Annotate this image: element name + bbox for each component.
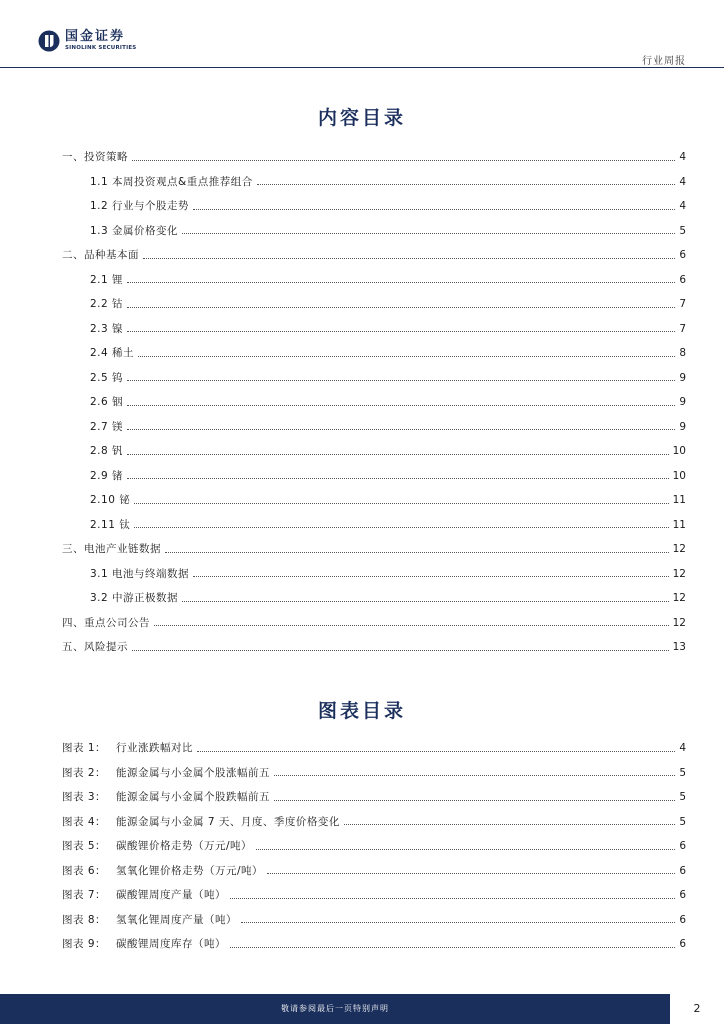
- toc-entry[interactable]: [62, 194, 686, 219]
- figure-entry[interactable]: [62, 810, 686, 835]
- toc-entry-page: 12: [672, 543, 686, 555]
- toc-entry-page: 12: [672, 616, 686, 629]
- toc-entry-label: 1.1 本周投资观点&重点推荐组合: [90, 175, 253, 188]
- figure-label: 碳酸锂周度库存（吨）: [116, 938, 226, 950]
- logo-chinese-text: 国金证券: [65, 29, 126, 44]
- figure-number: 图表 1：: [62, 742, 107, 754]
- toc-entry[interactable]: [62, 170, 686, 195]
- figure-page: 6: [679, 913, 686, 926]
- dot-leader: [127, 307, 675, 308]
- figure-label: 碳酸锂价格走势（万元/吨）: [116, 840, 253, 852]
- figure-label: 能源金属与小金属 7 天、月度、季度价格变化: [116, 815, 340, 828]
- toc-entry-page: 9: [679, 420, 686, 433]
- toc-entry-page: 8: [679, 347, 686, 359]
- toc-entry-label: 3.2 中游正极数据: [90, 592, 179, 604]
- figure-number: 图表 6：: [62, 864, 107, 877]
- list-of-figures: [62, 736, 686, 957]
- figure-entry[interactable]: [62, 932, 686, 957]
- toc-entry-page: 7: [679, 322, 686, 335]
- dot-leader: [127, 454, 669, 455]
- toc-entry-label: 四、重点公司公告: [62, 616, 150, 629]
- toc-entry-page: 11: [672, 518, 686, 531]
- toc-entry-page: 4: [679, 151, 686, 163]
- dot-leader: [138, 356, 675, 357]
- dot-leader: [132, 160, 675, 161]
- logo-english-text: SINOLINK SECURITIES: [65, 45, 137, 51]
- dot-leader: [267, 873, 675, 874]
- figure-entry[interactable]: [62, 859, 686, 884]
- table-of-contents: [62, 145, 686, 660]
- sinolink-logo-icon: [38, 30, 60, 52]
- figure-label: 行业涨跌幅对比: [116, 742, 193, 754]
- toc-entry[interactable]: [62, 341, 686, 366]
- toc-entry[interactable]: [62, 488, 686, 513]
- figure-label: 氢氧化锂周度产量（吨）: [116, 913, 237, 926]
- dot-leader: [127, 331, 675, 332]
- toc-entry-page: 13: [672, 641, 686, 653]
- toc-entry-label: 2.8 钒: [90, 445, 124, 457]
- toc-entry-label: 2.7 镁: [90, 420, 124, 433]
- dot-leader: [257, 184, 676, 185]
- toc-entry-page: 6: [679, 249, 686, 261]
- dot-leader: [132, 650, 669, 651]
- toc-entry-label: 2.2 钴: [90, 298, 124, 310]
- figure-number: 图表 5：: [62, 840, 107, 852]
- toc-entry-label: 2.6 铟: [90, 396, 124, 408]
- figure-page: 5: [679, 766, 686, 779]
- toc-entry[interactable]: [62, 537, 686, 562]
- figure-number: 图表 2：: [62, 766, 107, 779]
- dot-leader: [127, 405, 675, 406]
- page-header: [0, 0, 724, 70]
- figures-title: 图表目录: [317, 700, 406, 722]
- figure-page: 4: [679, 742, 686, 754]
- toc-entry-page: 11: [672, 494, 686, 506]
- dot-leader: [274, 800, 675, 801]
- dot-leader: [182, 233, 675, 234]
- toc-entry[interactable]: [62, 292, 686, 317]
- report-type-label: 行业周报: [642, 56, 686, 67]
- toc-entry-label: 一、投资策略: [62, 151, 128, 163]
- dot-leader: [230, 898, 675, 899]
- page-number: 2: [693, 1002, 701, 1015]
- toc-entry-label: 2.4 稀土: [90, 347, 135, 359]
- toc-entry-label: 三、电池产业链数据: [62, 543, 161, 555]
- toc-entry-page: 12: [672, 567, 686, 580]
- dot-leader: [127, 282, 675, 283]
- dot-leader: [154, 625, 669, 626]
- toc-entry[interactable]: [62, 439, 686, 464]
- toc-entry[interactable]: [62, 366, 686, 391]
- toc-entry[interactable]: [62, 415, 686, 440]
- dot-leader: [143, 258, 675, 259]
- figure-number: 图表 4：: [62, 815, 107, 828]
- dot-leader: [134, 527, 668, 528]
- toc-entry-label: 2.5 钨: [90, 371, 124, 384]
- toc-entry-page: 4: [679, 175, 686, 188]
- dot-leader: [193, 576, 669, 577]
- dot-leader: [193, 209, 675, 210]
- dot-leader: [134, 503, 668, 504]
- dot-leader: [182, 601, 669, 602]
- toc-entry[interactable]: [62, 268, 686, 293]
- toc-entry[interactable]: [62, 635, 686, 660]
- toc-entry-label: 五、风险提示: [62, 641, 128, 653]
- toc-entry[interactable]: [62, 390, 686, 415]
- figure-number: 图表 9：: [62, 938, 107, 950]
- toc-entry-page: 10: [672, 469, 686, 482]
- toc-entry[interactable]: [62, 243, 686, 268]
- toc-entry-page: 12: [672, 592, 686, 604]
- toc-entry-label: 2.3 镍: [90, 322, 124, 335]
- figure-page: 5: [679, 791, 686, 803]
- figure-number: 图表 8：: [62, 913, 107, 926]
- dot-leader: [256, 849, 675, 850]
- header-divider: [0, 67, 724, 68]
- figure-entry[interactable]: [62, 834, 686, 859]
- figure-label: 能源金属与小金属个股跌幅前五: [116, 791, 270, 803]
- dot-leader: [344, 824, 675, 825]
- dot-leader: [127, 478, 669, 479]
- dot-leader: [127, 380, 675, 381]
- figure-page: 6: [679, 938, 686, 950]
- figure-page: 6: [679, 840, 686, 852]
- toc-entry[interactable]: [62, 611, 686, 636]
- toc-entry-label: 1.3 金属价格变化: [90, 224, 179, 237]
- toc-entry-label: 1.2 行业与个股走势: [90, 200, 190, 212]
- figure-number: 图表 3：: [62, 791, 107, 803]
- figure-number: 图表 7：: [62, 889, 107, 901]
- toc-entry-label: 二、品种基本面: [62, 249, 139, 261]
- dot-leader: [274, 775, 675, 776]
- dot-leader: [230, 947, 675, 948]
- toc-entry-page: 6: [679, 273, 686, 286]
- toc-entry[interactable]: [62, 219, 686, 244]
- figure-label: 氢氧化锂价格走势（万元/吨）: [116, 864, 264, 877]
- toc-entry[interactable]: [62, 464, 686, 489]
- figure-entry[interactable]: [62, 908, 686, 933]
- toc-entry[interactable]: [62, 317, 686, 342]
- toc-entry[interactable]: [62, 586, 686, 611]
- dot-leader: [127, 429, 675, 430]
- dot-leader: [241, 922, 675, 923]
- toc-entry-page: 10: [672, 445, 686, 457]
- toc-entry-label: 2.11 钛: [90, 518, 131, 531]
- toc-entry-label: 2.10 铋: [90, 494, 131, 506]
- figure-entry[interactable]: [62, 883, 686, 908]
- toc-entry-page: 5: [679, 224, 686, 237]
- toc-title: 内容目录: [317, 107, 406, 129]
- figure-entry[interactable]: [62, 785, 686, 810]
- figure-page: 6: [679, 889, 686, 901]
- toc-entry[interactable]: [62, 513, 686, 538]
- figure-page: 6: [679, 864, 686, 877]
- toc-entry-page: 7: [679, 298, 686, 310]
- toc-entry-page: 9: [679, 396, 686, 408]
- toc-entry[interactable]: [62, 145, 686, 170]
- dot-leader: [165, 552, 669, 553]
- figure-entry[interactable]: [62, 761, 686, 786]
- toc-entry[interactable]: [62, 562, 686, 587]
- page-footer: [0, 994, 724, 1024]
- figure-label: 能源金属与小金属个股涨幅前五: [116, 766, 270, 779]
- toc-entry-label: 2.9 锗: [90, 469, 124, 482]
- dot-leader: [197, 751, 675, 752]
- toc-entry-page: 4: [679, 200, 686, 212]
- figure-entry[interactable]: [62, 736, 686, 761]
- company-logo: [38, 30, 136, 52]
- toc-entry-label: 2.1 锂: [90, 273, 124, 286]
- toc-entry-label: 3.1 电池与终端数据: [90, 567, 190, 580]
- figure-label: 碳酸锂周度产量（吨）: [116, 889, 226, 901]
- toc-entry-page: 9: [679, 371, 686, 384]
- footer-disclaimer: 敬请参阅最后一页特别声明: [281, 1004, 389, 1013]
- figure-page: 5: [679, 815, 686, 828]
